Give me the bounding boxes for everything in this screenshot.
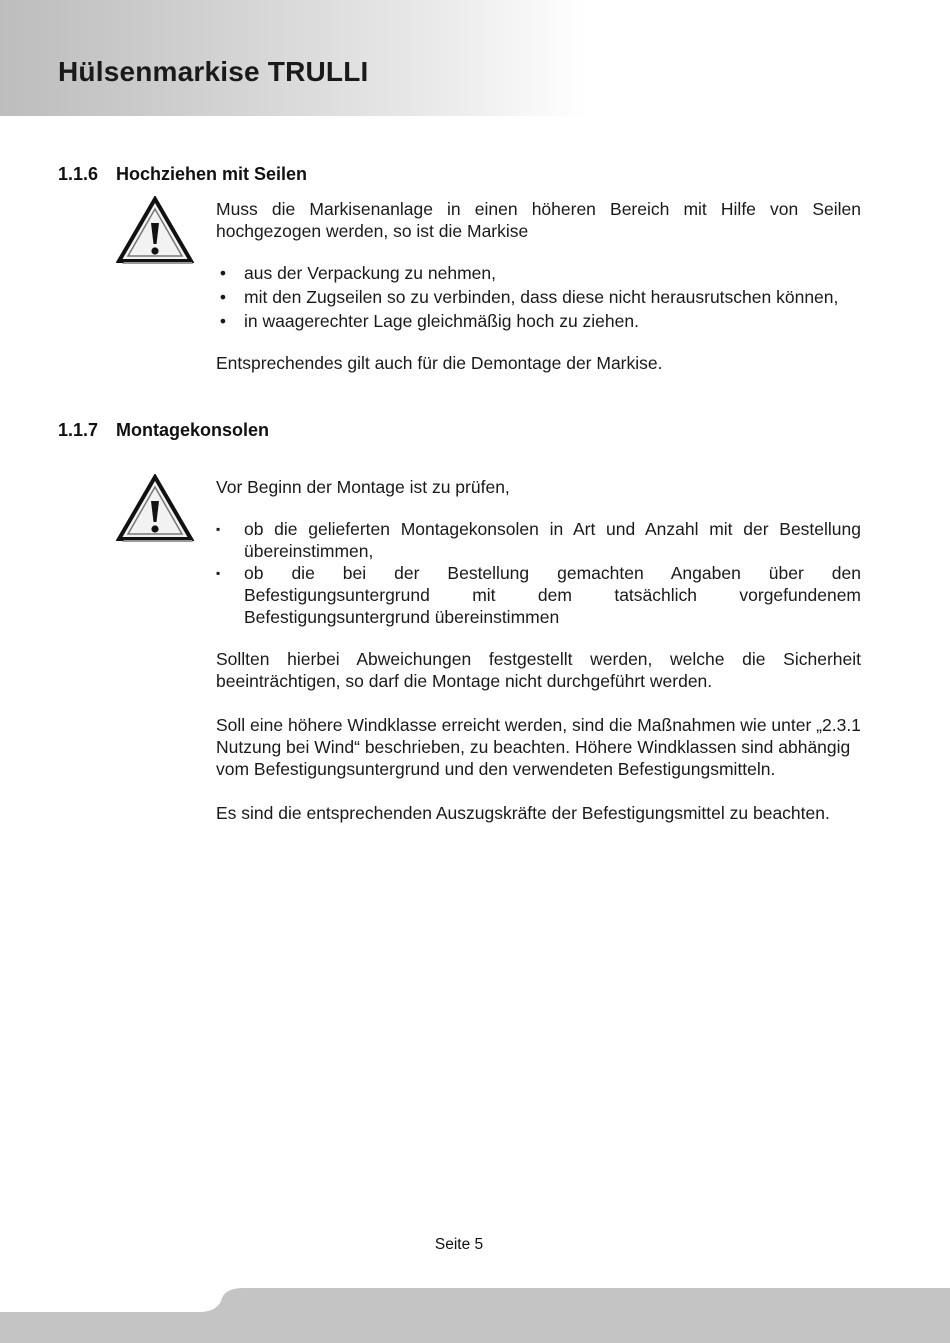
list-item-text: ob die bei der Bestellung gemachten Angaben über den Befestigungsuntergrund mit dem tatsächlich vorgefundenem Befestigungsuntergrund übereinstimmen	[244, 563, 861, 627]
section-title: Hochziehen mit Seilen	[116, 164, 308, 184]
list-item-text: mit den Zugseilen so zu verbinden, dass diese nicht herausrutschen können,	[244, 287, 839, 307]
warning-triangle-icon	[116, 474, 194, 542]
section-number: 1.1.7	[58, 420, 99, 440]
section-1-1-7-body	[216, 476, 861, 824]
section-1-1-6-body	[216, 198, 861, 374]
list-item-text: in waagerechter Lage gleichmäßig hoch zu ziehen.	[244, 311, 639, 331]
page-number: Seite 5	[434, 1236, 484, 1253]
bullet-marker: •	[219, 263, 227, 283]
list-item	[216, 262, 861, 284]
intro-paragraph: Muss die Markisenanlage in einen höheren Bereich mit Hilfe von Seilen hochgezogen werden, so ist die Markise	[216, 199, 861, 241]
list-item	[216, 562, 861, 628]
section-heading-1-1-6	[58, 164, 307, 185]
list-item	[216, 286, 861, 308]
bullet-marker: ▪	[216, 522, 221, 536]
intro-paragraph: Vor Beginn der Montage ist zu prüfen,	[216, 477, 510, 497]
bullet-list	[216, 262, 861, 332]
section-heading-1-1-7	[58, 420, 269, 441]
closing-paragraph: Entsprechendes gilt auch für die Demontage der Markise.	[216, 353, 663, 373]
footer-band	[0, 1288, 950, 1343]
bullet-marker: •	[219, 311, 227, 331]
section-title: Montagekonsolen	[116, 420, 270, 440]
document-title: Hülsenmarkise TRULLI	[58, 56, 369, 87]
paragraph: Es sind die entsprechenden Auszugskräfte der Befestigungsmittel zu beachten.	[216, 803, 830, 823]
section-number: 1.1.6	[58, 164, 99, 184]
paragraph: Sollten hierbei Abweichungen festgestellt werden, welche die Sicherheit beeinträchtigen, so darf die Montage nicht durchgeführt werden.	[216, 649, 861, 691]
list-item-text: ob die gelieferten Montagekonsolen in Art und Anzahl mit der Bestellung übereinstimmen,	[244, 519, 861, 561]
bullet-marker: ▪	[216, 566, 221, 580]
bullet-list	[216, 518, 861, 628]
paragraph: Soll eine höhere Windklasse erreicht werden, sind die Maßnahmen wie unter „2.3.1 Nutzung bei Wind“ beschrieben, zu beachten. Höhere Windklassen sind abhängig vom Befestigungsuntergrund und den verwendeten Befestigungsmitteln.	[216, 715, 861, 779]
list-item	[216, 518, 861, 562]
list-item-text: aus der Verpackung zu nehmen,	[244, 263, 496, 283]
list-item	[216, 310, 861, 332]
warning-triangle-icon	[116, 196, 194, 264]
bullet-marker: •	[219, 287, 227, 307]
